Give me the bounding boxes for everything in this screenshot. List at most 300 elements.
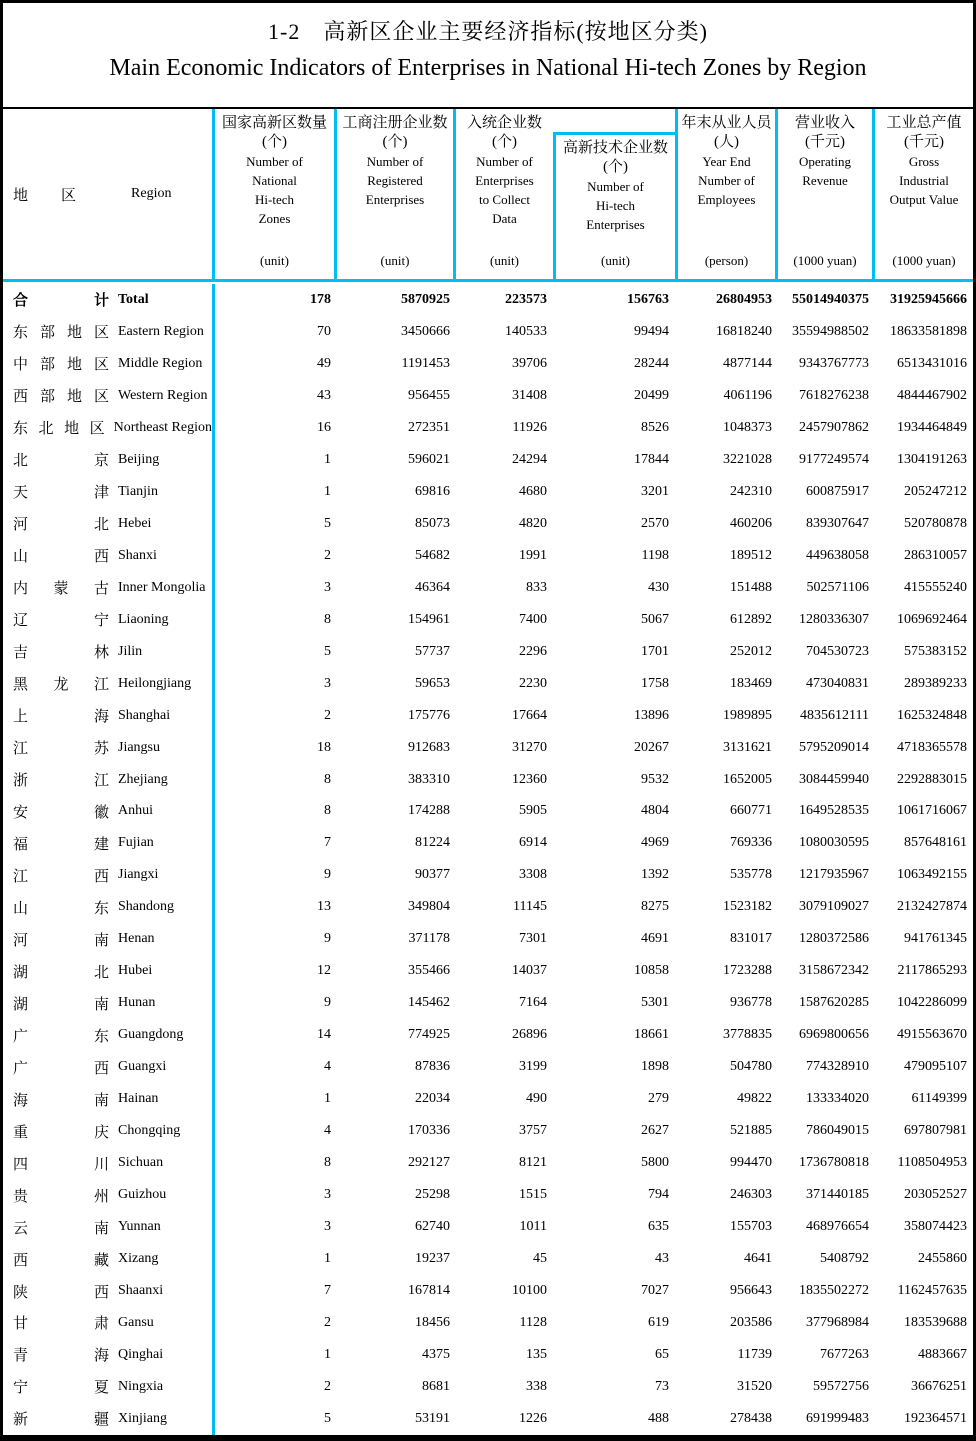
value-cell-national-hitech-zones: 3 [324,675,331,691]
value-cell-gross-industrial-output: 2292883015 [897,771,967,787]
table-row [3,1083,973,1115]
value-cell-year-end-employees: 504780 [730,1059,772,1075]
value-cell-year-end-employees: 535778 [730,867,772,883]
value-cell-hitech-enterprises: 13896 [634,707,669,723]
value-cell-gross-industrial-output: 415555240 [904,579,967,595]
value-cell-registered-enterprises: 167814 [408,1283,450,1299]
value-cell-registered-enterprises: 774925 [408,1027,450,1043]
value-cell-gross-industrial-output: 183539688 [904,1314,967,1330]
region-name-cell: 青 海 Qinghai [3,1339,215,1371]
value-cell-year-end-employees: 612892 [730,611,772,627]
region-name-cell: 江 苏 Jiangsu [3,732,215,764]
column-header-enterprises-to-collect-data: 入统企业数 (个) Number of Enterprises to Collect Data (unit) [456,109,553,279]
value-cell-year-end-employees: 521885 [730,1123,772,1139]
region-name-cell: 河 北 Hebei [3,508,215,540]
table-row [3,700,973,732]
value-cell-national-hitech-zones: 7 [324,835,331,851]
region-name-cell: 安 徽 Anhui [3,796,215,828]
region-header-zh-2: 区 [61,187,77,204]
value-cell-gross-industrial-output: 697807981 [904,1123,967,1139]
value-cell-registered-enterprises: 5870925 [401,291,450,307]
table-row [3,764,973,796]
value-cell-gross-industrial-output: 2132427874 [897,899,967,915]
value-cell-year-end-employees: 246303 [730,1187,772,1203]
value-cell-year-end-employees: 660771 [730,803,772,819]
value-cell-operating-revenue: 1736780818 [799,1155,869,1171]
value-cell-national-hitech-zones: 1 [324,1091,331,1107]
value-cell-gross-industrial-output: 1063492155 [897,867,967,883]
value-cell-gross-industrial-output: 575383152 [904,643,967,659]
value-cell-registered-enterprises: 46364 [415,579,450,595]
region-name-cell: 四 川 Sichuan [3,1147,215,1179]
value-cell-registered-enterprises: 355466 [408,963,450,979]
value-cell-enterprises-to-collect-data: 3757 [519,1123,547,1139]
value-cell-registered-enterprises: 292127 [408,1155,450,1171]
table-row [3,636,973,668]
table-row [3,1051,973,1083]
value-cell-operating-revenue: 468976654 [806,1219,869,1235]
region-name-cell: 西 藏 Xizang [3,1243,215,1275]
value-cell-enterprises-to-collect-data: 11145 [513,899,547,915]
region-name-cell: 浙 江 Zhejiang [3,764,215,796]
region-name-cell: 新 疆 Xinjiang [3,1403,215,1435]
value-cell-national-hitech-zones: 8 [324,771,331,787]
value-cell-operating-revenue: 2457907862 [799,419,869,435]
value-cell-operating-revenue: 9177249574 [799,451,869,467]
value-cell-gross-industrial-output: 4915563670 [897,1027,967,1043]
region-name-cell: 湖 北 Hubei [3,955,215,987]
value-cell-national-hitech-zones: 1 [324,1346,331,1362]
value-cell-national-hitech-zones: 178 [310,291,331,307]
value-cell-registered-enterprises: 371178 [408,931,450,947]
value-cell-year-end-employees: 3221028 [723,451,772,467]
column-header-registered-enterprises: 工商注册企业数 (个) Number of Registered Enterprises (unit) [337,109,456,279]
region-name-cell: 山 西 Shanxi [3,540,215,572]
value-cell-enterprises-to-collect-data: 4820 [519,515,547,531]
value-cell-hitech-enterprises: 4969 [641,835,669,851]
value-cell-operating-revenue: 6969800656 [799,1027,869,1043]
value-cell-enterprises-to-collect-data: 338 [526,1378,547,1394]
value-cell-registered-enterprises: 383310 [408,771,450,787]
table-row [3,859,973,891]
value-cell-national-hitech-zones: 2 [324,547,331,563]
value-cell-hitech-enterprises: 279 [648,1091,669,1107]
region-name-cell: 天 津 Tianjin [3,476,215,508]
value-cell-enterprises-to-collect-data: 11926 [512,419,547,435]
value-cell-registered-enterprises: 8681 [422,1378,450,1394]
value-cell-hitech-enterprises: 2627 [641,1123,669,1139]
value-cell-enterprises-to-collect-data: 833 [526,579,547,595]
value-cell-gross-industrial-output: 1061716067 [897,803,967,819]
value-cell-gross-industrial-output: 857648161 [904,835,967,851]
value-cell-national-hitech-zones: 7 [324,1283,331,1299]
value-cell-gross-industrial-output: 4883667 [918,1346,967,1362]
value-cell-gross-industrial-output: 1304191263 [897,451,967,467]
table-row [3,348,973,380]
value-cell-hitech-enterprises: 43 [655,1251,669,1267]
value-cell-national-hitech-zones: 12 [317,963,331,979]
value-cell-gross-industrial-output: 2117865293 [897,963,967,979]
table-row [3,476,973,508]
value-cell-hitech-enterprises: 4804 [641,803,669,819]
value-cell-gross-industrial-output: 31925945666 [890,291,967,307]
value-cell-registered-enterprises: 18456 [415,1314,450,1330]
value-cell-enterprises-to-collect-data: 2296 [519,643,547,659]
value-cell-gross-industrial-output: 1042286099 [897,995,967,1011]
value-cell-gross-industrial-output: 203052527 [904,1187,967,1203]
value-cell-year-end-employees: 151488 [730,579,772,595]
value-cell-gross-industrial-output: 6513431016 [897,355,967,371]
value-cell-operating-revenue: 1835502272 [799,1283,869,1299]
value-cell-enterprises-to-collect-data: 2230 [519,675,547,691]
table-row [3,540,973,572]
value-cell-registered-enterprises: 170336 [408,1123,450,1139]
value-cell-registered-enterprises: 174288 [408,803,450,819]
value-cell-hitech-enterprises: 3201 [641,483,669,499]
table-row [3,1019,973,1051]
value-cell-national-hitech-zones: 9 [324,867,331,883]
region-name-cell: 云 南 Yunnan [3,1211,215,1243]
table-row [3,412,973,444]
value-cell-hitech-enterprises: 99494 [634,323,669,339]
value-cell-operating-revenue: 691999483 [806,1410,869,1426]
value-cell-year-end-employees: 11739 [737,1346,772,1362]
value-cell-hitech-enterprises: 5301 [641,995,669,1011]
value-cell-registered-enterprises: 85073 [415,515,450,531]
value-cell-enterprises-to-collect-data: 5905 [519,803,547,819]
value-cell-hitech-enterprises: 18661 [634,1027,669,1043]
value-cell-year-end-employees: 769336 [730,835,772,851]
value-cell-year-end-employees: 26804953 [716,291,772,307]
region-name-cell: 湖 南 Hunan [3,987,215,1019]
value-cell-hitech-enterprises: 73 [655,1378,669,1394]
region-name-cell: 山 东 Shandong [3,891,215,923]
region-header-en: Region [131,186,172,201]
table-row [3,796,973,828]
value-cell-hitech-enterprises: 619 [648,1314,669,1330]
region-name-cell: 合 计 Total [3,284,215,316]
table-row [3,1275,973,1307]
column-unit: (unit) [380,253,410,268]
page-title-zh: 1-2 高新区企业主要经济指标(按地区分类) [268,19,708,44]
value-cell-registered-enterprises: 3450666 [401,323,450,339]
column-unit: (unit) [601,253,630,268]
value-cell-enterprises-to-collect-data: 7164 [519,995,547,1011]
table-row [3,1371,973,1403]
value-cell-operating-revenue: 786049015 [806,1123,869,1139]
value-cell-enterprises-to-collect-data: 8121 [519,1155,547,1171]
column-unit: (1000 yuan) [793,253,857,268]
value-cell-operating-revenue: 3079109027 [799,899,869,915]
value-cell-registered-enterprises: 25298 [415,1187,450,1203]
value-cell-enterprises-to-collect-data: 140533 [505,323,547,339]
table-row [3,891,973,923]
value-cell-national-hitech-zones: 16 [317,419,331,435]
value-cell-operating-revenue: 7618276238 [799,387,869,403]
value-cell-operating-revenue: 133334020 [806,1091,869,1107]
value-cell-national-hitech-zones: 3 [324,579,331,595]
table-row [3,987,973,1019]
column-unit: (1000 yuan) [892,253,956,268]
value-cell-operating-revenue: 704530723 [806,643,869,659]
value-cell-national-hitech-zones: 3 [324,1187,331,1203]
value-cell-year-end-employees: 31520 [737,1378,772,1394]
column-header-hitech-enterprises: 高新技术企业数 (个) Number of Hi-tech Enterprises (unit) [553,132,675,279]
value-cell-registered-enterprises: 1191453 [401,355,450,371]
value-cell-operating-revenue: 600875917 [806,483,869,499]
value-cell-hitech-enterprises: 10858 [634,963,669,979]
value-cell-gross-industrial-output: 289389233 [904,675,967,691]
value-cell-national-hitech-zones: 1 [324,1251,331,1267]
value-cell-hitech-enterprises: 488 [648,1410,669,1426]
table-row [3,284,973,316]
value-cell-registered-enterprises: 62740 [415,1219,450,1235]
value-cell-hitech-enterprises: 9532 [641,771,669,787]
value-cell-national-hitech-zones: 3 [324,1219,331,1235]
value-cell-hitech-enterprises: 5800 [641,1155,669,1171]
value-cell-registered-enterprises: 272351 [408,419,450,435]
column-unit: (unit) [490,253,519,268]
value-cell-hitech-enterprises: 20267 [634,739,669,755]
value-cell-year-end-employees: 994470 [730,1155,772,1171]
value-cell-enterprises-to-collect-data: 12360 [512,771,547,787]
value-cell-registered-enterprises: 54682 [415,547,450,563]
value-cell-operating-revenue: 35594988502 [792,323,869,339]
page-title-en: Main Economic Indicators of Enterprises in National Hi-tech Zones by Region [109,55,867,81]
value-cell-operating-revenue: 502571106 [806,579,869,595]
value-cell-operating-revenue: 3084459940 [799,771,869,787]
value-cell-registered-enterprises: 22034 [415,1091,450,1107]
value-cell-gross-industrial-output: 520780878 [904,515,967,531]
value-cell-year-end-employees: 4877144 [723,355,772,371]
region-name-cell: 重 庆 Chongqing [3,1115,215,1147]
region-name-cell: 海 南 Hainan [3,1083,215,1115]
table-body [3,282,973,1435]
value-cell-gross-industrial-output: 205247212 [904,483,967,499]
value-cell-operating-revenue: 1280372586 [799,931,869,947]
value-cell-enterprises-to-collect-data: 17664 [512,707,547,723]
value-cell-national-hitech-zones: 13 [317,899,331,915]
value-cell-hitech-enterprises: 4691 [641,931,669,947]
value-cell-operating-revenue: 5408792 [820,1251,869,1267]
value-cell-hitech-enterprises: 2570 [641,515,669,531]
value-cell-year-end-employees: 252012 [730,643,772,659]
value-cell-operating-revenue: 377968984 [806,1314,869,1330]
value-cell-registered-enterprises: 4375 [422,1346,450,1362]
value-cell-national-hitech-zones: 8 [324,803,331,819]
table-row [3,380,973,412]
region-name-cell: 东 部 地 区 Eastern Region [3,316,215,348]
value-cell-gross-industrial-output: 2455860 [918,1251,967,1267]
value-cell-enterprises-to-collect-data: 26896 [512,1027,547,1043]
region-name-cell: 中 部 地 区 Middle Region [3,348,215,380]
value-cell-operating-revenue: 3158672342 [799,963,869,979]
value-cell-national-hitech-zones: 8 [324,1155,331,1171]
table-row [3,732,973,764]
value-cell-operating-revenue: 1649528535 [799,803,869,819]
value-cell-gross-industrial-output: 61149399 [911,1091,967,1107]
table-row [3,923,973,955]
value-cell-hitech-enterprises: 635 [648,1219,669,1235]
value-cell-operating-revenue: 5795209014 [799,739,869,755]
value-cell-hitech-enterprises: 1392 [641,867,669,883]
value-cell-year-end-employees: 189512 [730,547,772,563]
value-cell-national-hitech-zones: 9 [324,995,331,1011]
table-row [3,572,973,604]
column-header-year-end-employees: 年末从业人员 (人) Year End Number of Employees (person) [678,109,778,279]
value-cell-enterprises-to-collect-data: 1226 [519,1410,547,1426]
value-cell-hitech-enterprises: 1198 [641,547,669,563]
value-cell-enterprises-to-collect-data: 1515 [519,1187,547,1203]
region-name-cell: 宁 夏 Ningxia [3,1371,215,1403]
table-row [3,1211,973,1243]
value-cell-year-end-employees: 3778835 [723,1027,772,1043]
value-cell-hitech-enterprises: 794 [648,1187,669,1203]
value-cell-hitech-enterprises: 20499 [634,387,669,403]
value-cell-national-hitech-zones: 5 [324,515,331,531]
value-cell-national-hitech-zones: 5 [324,643,331,659]
value-cell-national-hitech-zones: 4 [324,1059,331,1075]
value-cell-enterprises-to-collect-data: 6914 [519,835,547,851]
value-cell-gross-industrial-output: 286310057 [904,547,967,563]
value-cell-operating-revenue: 473040831 [806,675,869,691]
value-cell-enterprises-to-collect-data: 4680 [519,483,547,499]
value-cell-year-end-employees: 4061196 [723,387,772,403]
value-cell-hitech-enterprises: 8526 [641,419,669,435]
value-cell-national-hitech-zones: 18 [317,739,331,755]
region-name-cell: 陕 西 Shaanxi [3,1275,215,1307]
region-name-cell: 广 东 Guangdong [3,1019,215,1051]
region-name-cell: 贵 州 Guizhou [3,1179,215,1211]
value-cell-gross-industrial-output: 18633581898 [890,323,967,339]
value-cell-operating-revenue: 7677263 [820,1346,869,1362]
value-cell-enterprises-to-collect-data: 7301 [519,931,547,947]
value-cell-operating-revenue: 839307647 [806,515,869,531]
value-cell-hitech-enterprises: 1701 [641,643,669,659]
value-cell-year-end-employees: 1723288 [723,963,772,979]
value-cell-year-end-employees: 16818240 [716,323,772,339]
table-row [3,1339,973,1371]
value-cell-gross-industrial-output: 1934464849 [897,419,967,435]
region-name-cell: 福 建 Fujian [3,827,215,859]
value-cell-registered-enterprises: 81224 [415,835,450,851]
value-cell-hitech-enterprises: 1898 [641,1059,669,1075]
column-header-operating-revenue: 营业收入 (千元) Operating Revenue (1000 yuan) [778,109,875,279]
table-row [3,955,973,987]
value-cell-enterprises-to-collect-data: 24294 [512,451,547,467]
table-row [3,1307,973,1339]
value-cell-national-hitech-zones: 5 [324,1410,331,1426]
value-cell-national-hitech-zones: 70 [317,323,331,339]
value-cell-national-hitech-zones: 14 [317,1027,331,1043]
value-cell-gross-industrial-output: 4718365578 [897,739,967,755]
value-cell-registered-enterprises: 154961 [408,611,450,627]
value-cell-gross-industrial-output: 1108504953 [897,1155,967,1171]
value-cell-gross-industrial-output: 479095107 [904,1059,967,1075]
value-cell-hitech-enterprises: 28244 [634,355,669,371]
title-block [3,3,973,109]
table-row [3,1179,973,1211]
region-name-cell: 吉 林 Jilin [3,636,215,668]
value-cell-registered-enterprises: 90377 [415,867,450,883]
region-header-zh-1: 地 [13,187,29,204]
value-cell-registered-enterprises: 349804 [408,899,450,915]
column-header-national-hitech-zones: 国家高新区数量 (个) Number of National Hi-tech Zones (unit) [215,109,337,279]
table-row [3,1403,973,1435]
region-name-cell: 河 南 Henan [3,923,215,955]
value-cell-gross-industrial-output: 36676251 [911,1378,967,1394]
value-cell-registered-enterprises: 69816 [415,483,450,499]
region-name-cell: 上 海 Shanghai [3,700,215,732]
value-cell-year-end-employees: 49822 [737,1091,772,1107]
region-name-cell: 甘 肃 Gansu [3,1307,215,1339]
value-cell-year-end-employees: 278438 [730,1410,772,1426]
value-cell-gross-industrial-output: 1069692464 [897,611,967,627]
value-cell-year-end-employees: 1523182 [723,899,772,915]
value-cell-national-hitech-zones: 1 [324,483,331,499]
value-cell-enterprises-to-collect-data: 31408 [512,387,547,403]
value-cell-hitech-enterprises: 5067 [641,611,669,627]
value-cell-year-end-employees: 1048373 [723,419,772,435]
value-cell-enterprises-to-collect-data: 1991 [519,547,547,563]
value-cell-year-end-employees: 155703 [730,1219,772,1235]
table-row [3,668,973,700]
value-cell-year-end-employees: 956643 [730,1283,772,1299]
value-cell-registered-enterprises: 912683 [408,739,450,755]
value-cell-enterprises-to-collect-data: 45 [533,1251,547,1267]
region-name-cell: 辽 宁 Liaoning [3,604,215,636]
table-row [3,1243,973,1275]
value-cell-operating-revenue: 9343767773 [799,355,869,371]
value-cell-national-hitech-zones: 43 [317,387,331,403]
value-cell-registered-enterprises: 53191 [415,1410,450,1426]
column-unit: (unit) [260,253,289,268]
value-cell-enterprises-to-collect-data: 1011 [519,1219,547,1235]
region-name-cell: 北 京 Beijing [3,444,215,476]
value-cell-operating-revenue: 1217935967 [799,867,869,883]
value-cell-hitech-enterprises: 430 [648,579,669,595]
region-name-cell: 内 蒙 古 Inner Mongolia [3,572,215,604]
value-cell-gross-industrial-output: 4844467902 [897,387,967,403]
value-cell-enterprises-to-collect-data: 3308 [519,867,547,883]
value-cell-enterprises-to-collect-data: 39706 [512,355,547,371]
value-cell-year-end-employees: 3131621 [723,739,772,755]
value-cell-registered-enterprises: 87836 [415,1059,450,1075]
value-cell-operating-revenue: 59572756 [813,1378,869,1394]
table-row [3,1147,973,1179]
value-cell-gross-industrial-output: 941761345 [904,931,967,947]
value-cell-enterprises-to-collect-data: 223573 [505,291,547,307]
value-cell-hitech-enterprises: 1758 [641,675,669,691]
value-cell-enterprises-to-collect-data: 490 [526,1091,547,1107]
table-row [3,444,973,476]
value-cell-year-end-employees: 203586 [730,1314,772,1330]
value-cell-operating-revenue: 4835612111 [800,707,869,723]
value-cell-national-hitech-zones: 49 [317,355,331,371]
value-cell-hitech-enterprises: 17844 [634,451,669,467]
value-cell-registered-enterprises: 175776 [408,707,450,723]
column-header-region [3,109,215,279]
value-cell-operating-revenue: 55014940375 [792,291,869,307]
value-cell-enterprises-to-collect-data: 31270 [512,739,547,755]
value-cell-hitech-enterprises: 7027 [641,1283,669,1299]
value-cell-national-hitech-zones: 2 [324,707,331,723]
value-cell-year-end-employees: 1989895 [723,707,772,723]
value-cell-hitech-enterprises: 65 [655,1346,669,1362]
value-cell-hitech-enterprises: 156763 [627,291,669,307]
value-cell-enterprises-to-collect-data: 1128 [519,1314,547,1330]
value-cell-enterprises-to-collect-data: 14037 [512,963,547,979]
